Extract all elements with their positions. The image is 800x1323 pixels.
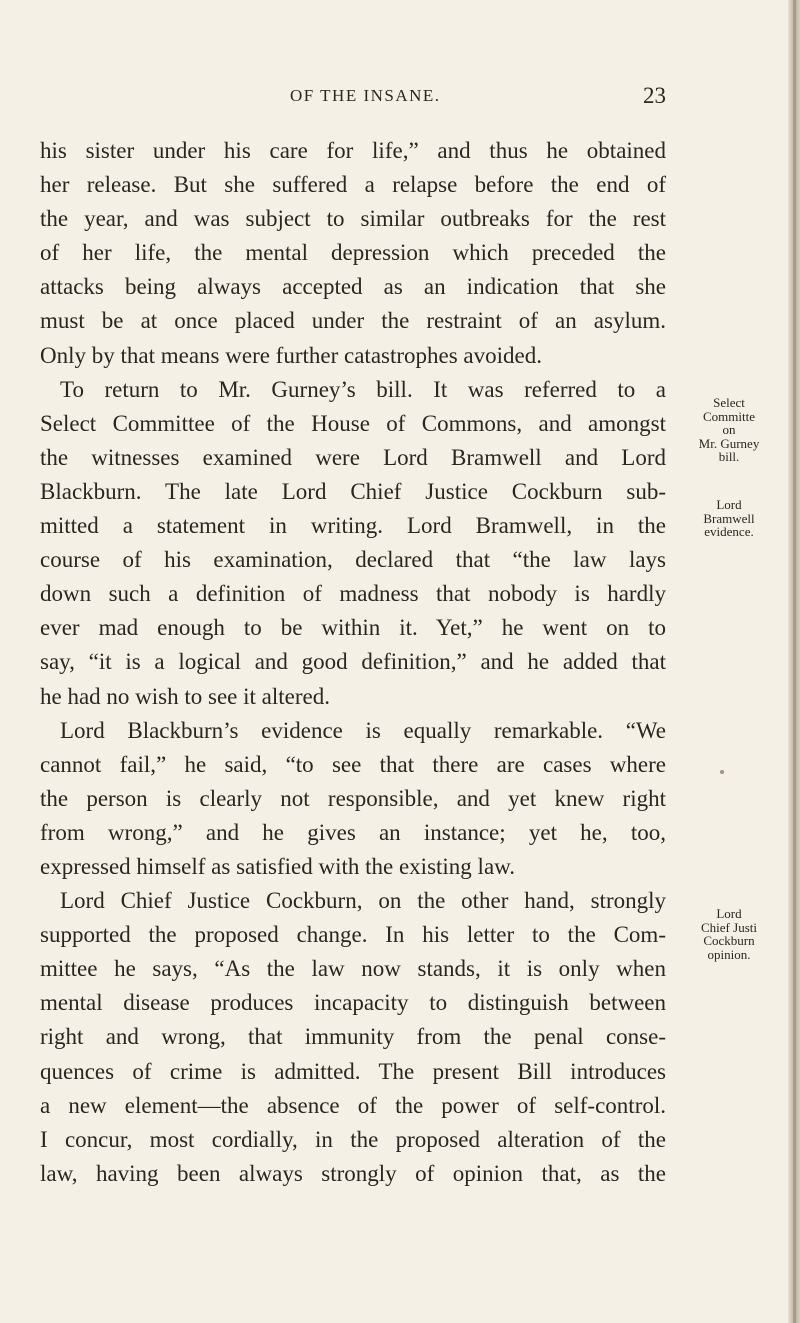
margin-note-select-committee — [670, 396, 788, 464]
margin-note-line: opinion. — [707, 946, 751, 962]
margin-note-line: evidence. — [704, 524, 754, 539]
margin-note-line: Mr. Gurney — [698, 435, 760, 451]
body-text — [40, 134, 666, 1191]
text-line: supported the proposed change. In his letter to the Com- — [40, 922, 666, 948]
text-line: the witnesses examined were Lord Bramwell and Lord — [40, 444, 666, 470]
text-line: right and wrong, that immunity from the penal conse- — [40, 1024, 666, 1050]
text-line: mental disease produces incapacity to distinguish between — [40, 990, 666, 1016]
text-line: I concur, most cordially, in the proposed alteration of the — [40, 1126, 666, 1152]
text-line: down such a definition of madness that nobody is hardly — [40, 581, 666, 607]
text-line: he had no wish to see it altered. — [40, 683, 330, 709]
text-line: say, “it is a logical and good definition,” and he added that — [40, 649, 666, 675]
text-line: a new element—the absence of the power of self-control. — [40, 1092, 666, 1118]
page-edge-shadow — [793, 0, 796, 1323]
margin-note-cockburn — [670, 907, 788, 961]
running-head: OF THE INSANE. — [290, 86, 441, 105]
page-number: 23 — [643, 83, 666, 108]
text-line: Lord Blackburn’s evidence is equally remarkable. “We — [60, 717, 666, 743]
page-header — [40, 83, 666, 116]
text-line: his sister under his care for life,” and thus he obtained — [40, 138, 666, 163]
text-line: Select Committee of the House of Commons, and amongst — [40, 410, 666, 436]
margin-note-line: Chief Justi — [701, 919, 757, 935]
text-line: law, having been always strongly of opinion that, as the — [40, 1160, 666, 1186]
text-line: from wrong,” and he gives an instance; yet he, too, — [40, 819, 666, 845]
text-line: Blackburn. The late Lord Chief Justice Cockburn sub- — [40, 478, 666, 504]
text-line: mittee he says, “As the law now stands, it is only when — [40, 956, 666, 982]
margin-note-line: Select — [713, 395, 745, 410]
text-line: expressed himself as satisfied with the existing law. — [40, 853, 516, 879]
margin-note-line: Bramwell — [703, 510, 755, 526]
text-line: her release. But she suffered a relapse before the end of — [40, 172, 666, 198]
text-line: To return to Mr. Gurney’s bill. It was referred to a — [60, 376, 666, 402]
text-line: the year, and was subject to similar outbreaks for the rest — [40, 206, 666, 232]
margin-note-line: Cockburn — [703, 933, 755, 948]
margin-note-line: bill. — [718, 449, 740, 464]
margin-note-line: Committe — [703, 408, 755, 424]
text-line: Lord Chief Justice Cockburn, on the other hand, strongly — [60, 888, 666, 914]
text-line: the person is clearly not responsible, and yet knew right — [40, 785, 666, 811]
text-line: attacks being always accepted as an indication that she — [40, 274, 666, 300]
text-line: ever mad enough to be within it. Yet,” he went on to — [40, 615, 666, 641]
margin-note-line: on — [722, 422, 736, 437]
text-line: mitted a statement in writing. Lord Bramwell, in the — [40, 513, 666, 539]
text-line: must be at once placed under the restraint of an asylum. — [40, 308, 666, 334]
ink-speck — [720, 770, 724, 774]
margin-note-line: Lord — [716, 497, 742, 512]
text-line: quences of crime is admitted. The present Bill introduces — [40, 1058, 666, 1084]
text-line: cannot fail,” he said, “to see that there are cases where — [40, 751, 666, 777]
text-line: of her life, the mental depression which preceded the — [40, 240, 666, 266]
text-line: Only by that means were further catastrophes avoided. — [40, 342, 542, 368]
text-line: course of his examination, declared that “the law lays — [40, 547, 666, 573]
margin-note-bramwell — [670, 498, 788, 539]
margin-note-line: Lord — [716, 906, 742, 921]
